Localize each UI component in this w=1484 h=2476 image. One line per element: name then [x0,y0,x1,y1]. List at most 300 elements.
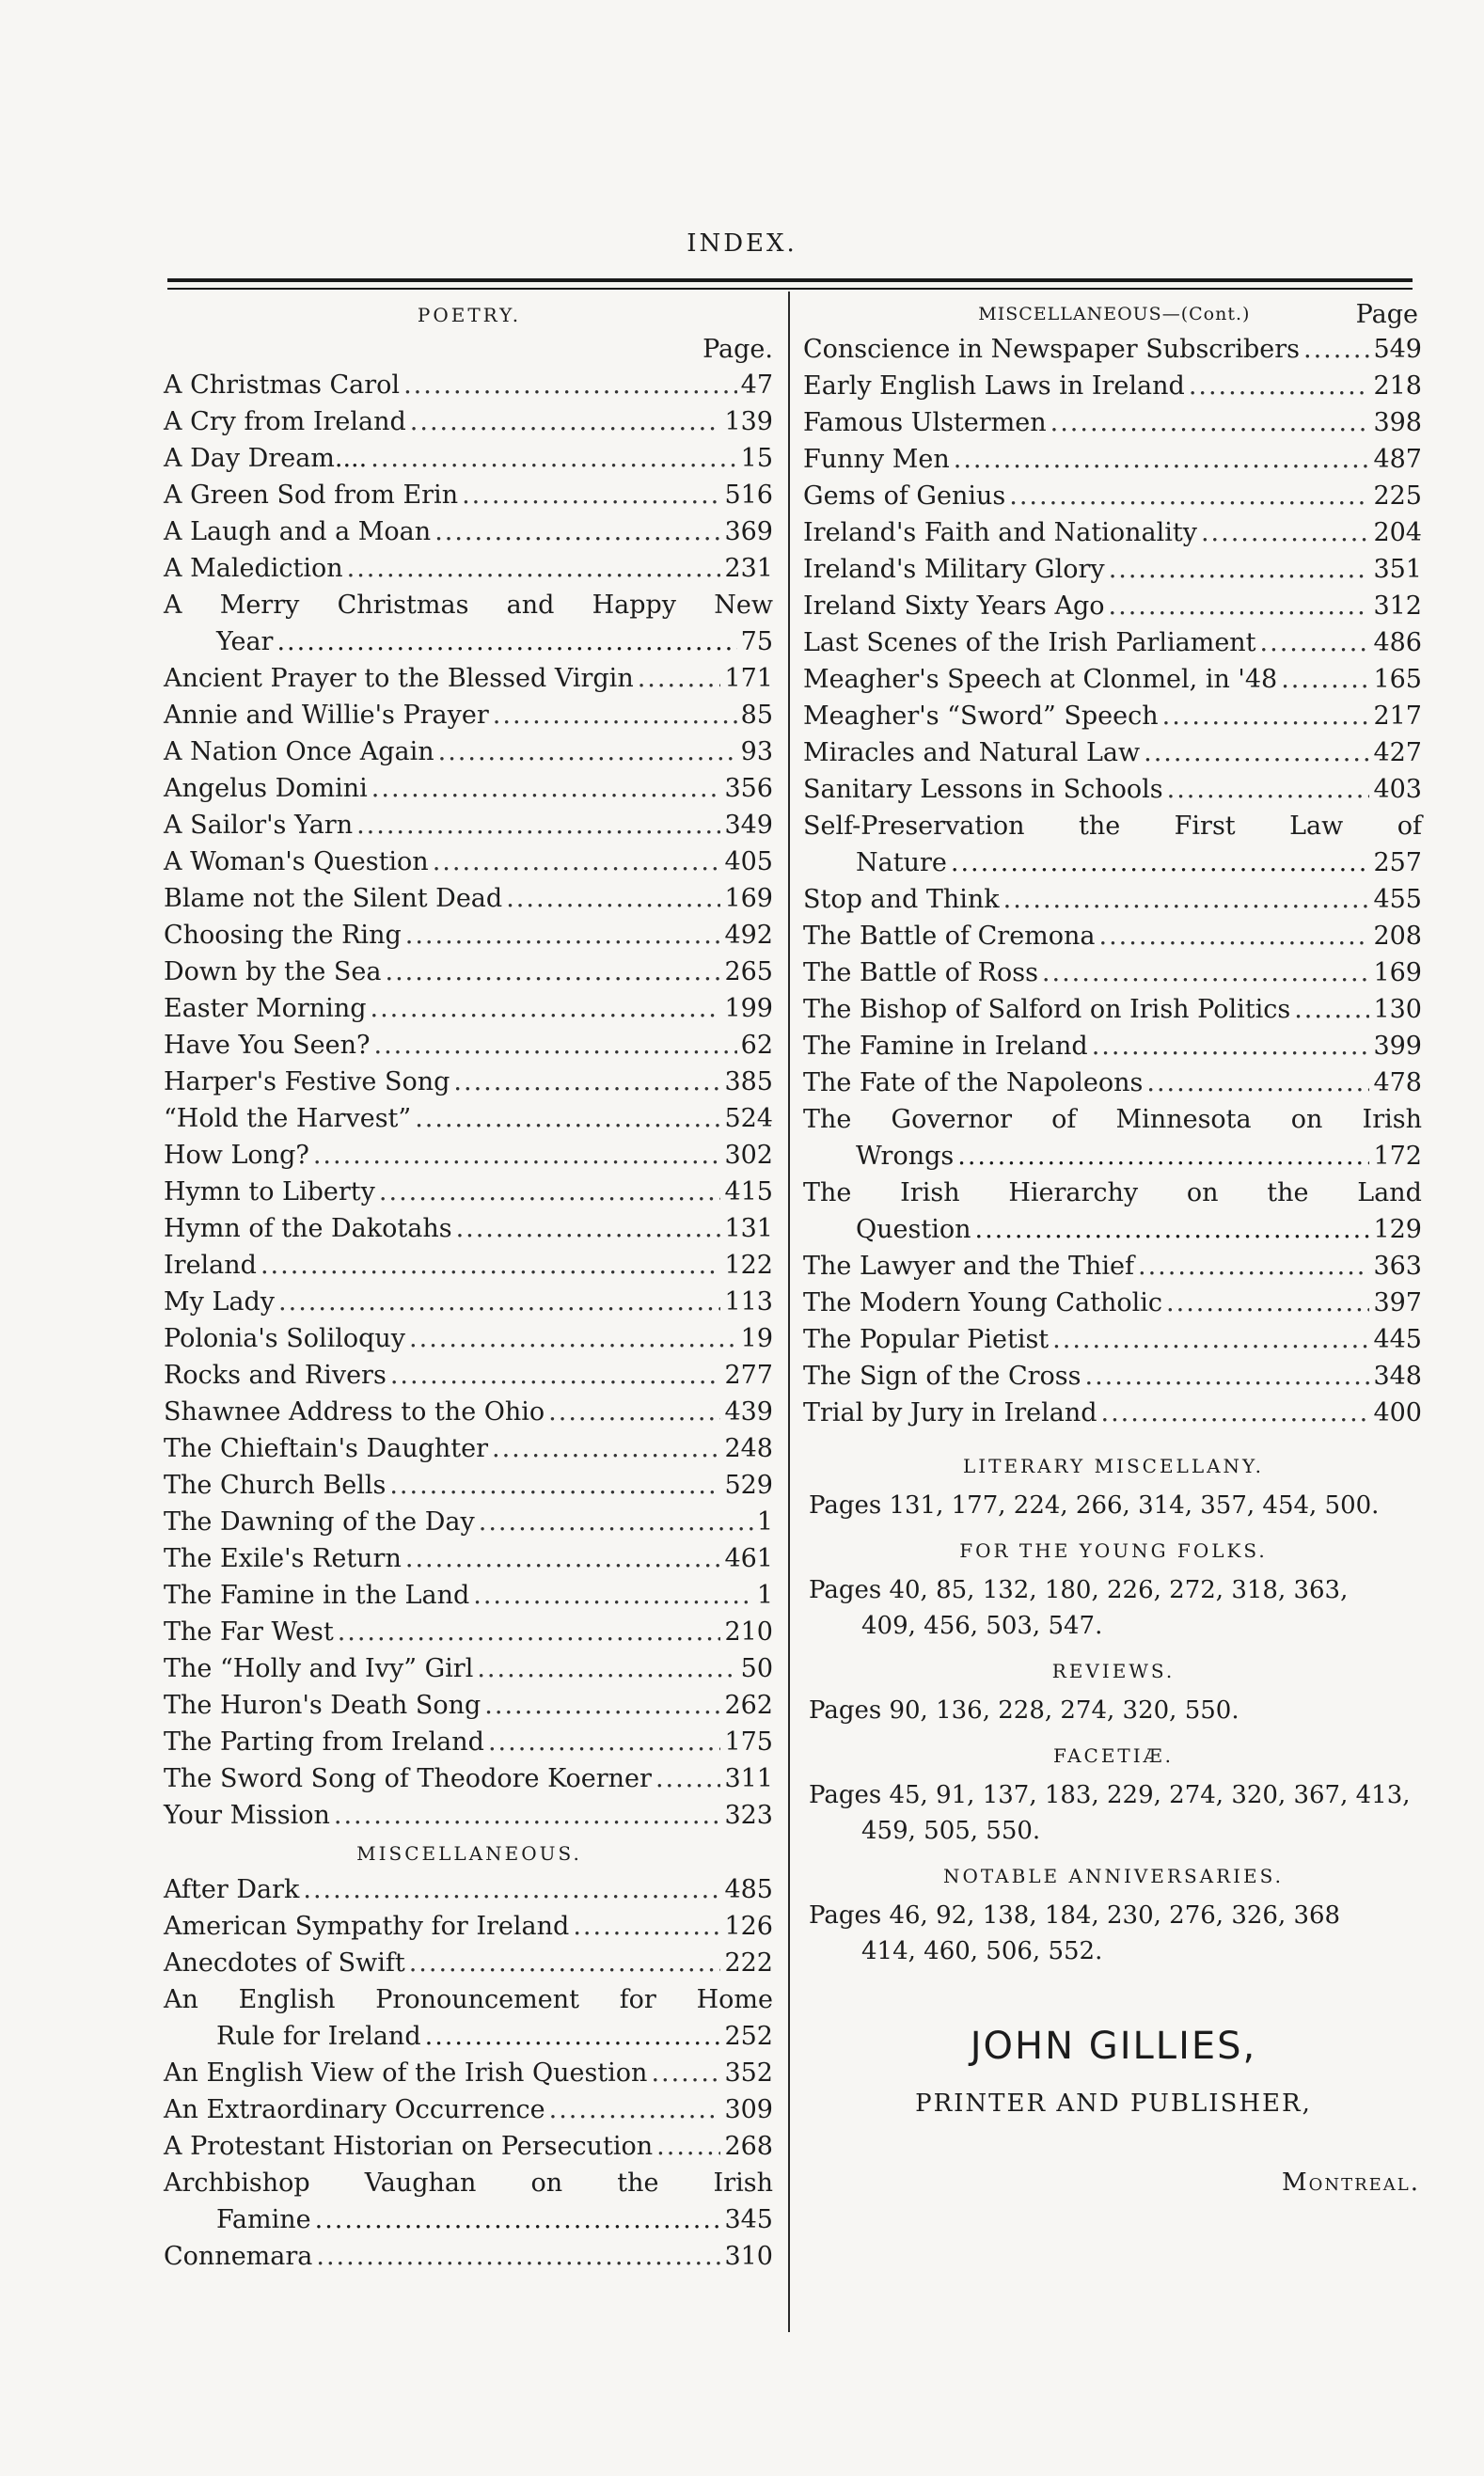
dot-leader [303,1871,720,1908]
entry-page: 122 [724,1251,773,1280]
entry-page: 309 [724,2095,773,2124]
entry-title-word: Irish [1362,1105,1422,1134]
entry-page: 169 [724,884,773,913]
entry-page: 199 [724,994,773,1023]
entry-continuation [803,1138,1422,1175]
index-entry [158,954,781,990]
dot-leader [315,2201,721,2238]
dot-leader [1003,881,1370,918]
entry-title-word: Law [1289,812,1344,841]
dot-leader [573,1908,720,1945]
entry-page: 165 [1373,665,1422,694]
entry-title-word: on [1186,1178,1219,1207]
entry-title-word: of [1397,812,1422,841]
entry-page: 349 [724,811,773,840]
dot-leader [456,1210,721,1247]
index-entry [158,1797,781,1834]
index-entry [158,1247,781,1284]
entry-title: The Church Bells [164,1471,387,1500]
dot-leader [549,2091,721,2128]
dot-leader [356,807,720,844]
entry-title: An Extraordinary Occurrence [164,2095,545,2124]
entry-title-word: on [1290,1105,1323,1134]
entry-title: Polonia's Soliloquy [164,1324,406,1353]
young-folks-pages-line-2: 409, 456, 503, 547. [861,1612,1103,1640]
entry-title: The Huron's Death Song [164,1691,482,1720]
index-entry [797,588,1429,624]
entry-page: 1 [756,1507,773,1537]
entry-title-word: the [1079,812,1121,841]
entry-title-word: Pronouncement [375,1985,579,2014]
entry-title: Meagher's “Sword” Speech [803,702,1159,731]
index-entry [158,697,781,733]
entry-title-word: Archbishop [164,2168,310,2198]
index-entry [797,881,1429,918]
entry-page: 130 [1373,995,1422,1024]
entry-title: Ireland's Faith and Nationality [803,518,1197,547]
index-entry [158,1284,781,1320]
entry-title: Rocks and Rivers [164,1361,387,1390]
header-rule-thin [167,288,1413,290]
entry-page: 252 [724,2022,773,2051]
index-entry [158,1430,781,1467]
dot-leader [453,1064,720,1100]
index-entry [797,1358,1429,1395]
entry-page: 204 [1373,518,1422,547]
entry-continuation [164,2201,773,2238]
index-entry [158,403,781,440]
entry-title-continued: Wrongs [856,1142,955,1171]
entry-title-word: the [617,2168,659,2198]
index-entry [158,770,781,807]
index-entry [158,367,781,403]
entry-continuation [164,2018,773,2055]
entry-title-word: Christmas [337,591,469,620]
entry-title: The Exile's Return [164,1544,402,1573]
dot-leader [479,1504,753,1540]
entry-title: Easter Morning [164,994,367,1023]
entry-title: A Day Dream.... [164,444,368,473]
entry-page: 400 [1373,1398,1422,1427]
entry-title: Angelus Domini [164,774,368,803]
entry-title: A Laugh and a Moan [164,517,432,546]
entry-page: 113 [724,1287,773,1317]
entry-title: Funny Men [803,445,950,474]
dot-leader [954,441,1370,478]
index-entry [158,440,781,477]
entry-page: 529 [724,1471,773,1500]
dot-leader [1294,991,1369,1028]
entry-title: Famous Ulstermen [803,408,1047,437]
entry-page: 427 [1373,738,1422,767]
entry-continuation [164,623,773,660]
entry-page: 356 [724,774,773,803]
entry-title-word: Irish [900,1178,960,1207]
dot-leader [1201,514,1370,551]
entry-title-word: the [1267,1178,1309,1207]
entry-title: A Green Sod from Erin [164,481,459,510]
entry-title: The Popular Pietist [803,1325,1050,1354]
entry-title-word: The [803,1105,852,1134]
entry-title: A Nation Once Again [164,737,434,766]
entry-page: 549 [1373,335,1422,364]
index-entry [158,733,781,770]
entry-title: A Woman's Question [164,847,429,876]
entry-page: 47 [740,371,773,400]
dot-leader [651,2055,720,2091]
dot-leader [1146,1065,1369,1101]
column-divider [788,292,790,2332]
entry-title: The Fate of the Napoleons [803,1068,1144,1097]
misc-cont-heading: MISCELLANEOUS—(Cont.) [978,304,1251,324]
entry-title-word: of [1051,1105,1077,1134]
entry-title: The Dawning of the Day [164,1507,475,1537]
index-entry [158,917,781,954]
entry-title-word: Vaughan [364,2168,477,2198]
entry-page: 369 [724,517,773,546]
index-entry [158,1174,781,1210]
entry-page: 210 [724,1617,773,1647]
entry-title: Stop and Think [803,885,1000,914]
entry-title [803,1175,1422,1211]
entry-page: 385 [724,1067,773,1096]
index-entry [158,1614,781,1650]
index-entry [158,1100,781,1137]
index-entry [797,1248,1429,1285]
entry-page: 139 [724,407,773,436]
entry-page: 363 [1373,1252,1422,1281]
dot-leader [433,844,721,880]
index-entry [797,331,1429,368]
miscellaneous-list [158,1871,781,2275]
entry-title-word: First [1174,812,1236,841]
entry-title: A Malediction [164,554,343,583]
entry-title: Choosing the Ring [164,921,402,950]
poetry-page-label: Page. [703,335,773,364]
entry-title: The Battle of Cremona [803,922,1096,951]
entry-page: 352 [724,2058,773,2088]
entry-page: 1 [756,1581,773,1610]
dot-leader [385,954,720,990]
poetry-heading: POETRY. [417,304,522,326]
entry-title: Ireland's Military Glory [803,555,1105,584]
dot-leader [951,844,1370,881]
dot-leader [1303,331,1369,368]
dot-leader [484,1687,720,1724]
dot-leader [425,2018,721,2055]
entry-title: A Sailor's Yarn [164,811,354,840]
index-entry [158,1724,781,1760]
entry-page: 524 [724,1104,773,1133]
misc-cont-header [797,297,1429,331]
publisher-city: Montreal. [1281,2168,1420,2197]
anniversaries-pages [797,1898,1429,1969]
entry-title: The Lawyer and the Thief [803,1252,1134,1281]
entry-title: Gems of Genius [803,481,1006,511]
entry-page: 222 [724,1948,773,1978]
index-entry [797,734,1429,771]
dot-leader [492,1430,720,1467]
index-entry [158,1577,781,1614]
entry-title: Harper's Festive Song [164,1067,450,1096]
dot-leader [1101,1395,1370,1431]
entry-title: Ireland Sixty Years Ago [803,591,1105,621]
page-title: INDEX. [687,229,797,258]
dot-leader [1162,698,1370,734]
entry-page: 399 [1373,1032,1422,1061]
index-entry [158,477,781,513]
index-entry [158,1540,781,1577]
entry-page: 15 [740,444,773,473]
dot-leader [403,367,737,403]
young-folks-pages [797,1572,1429,1644]
entry-title: After Dark [164,1875,300,1904]
index-entry [158,880,781,917]
entry-title: Ireland [164,1251,257,1280]
index-entry [797,478,1429,514]
entry-title: Early English Laws in Ireland [803,371,1185,401]
index-entry [797,624,1429,661]
index-entry [797,991,1429,1028]
entry-title-word: Merry [219,591,300,620]
entry-title-word: Irish [713,2168,773,2198]
dot-leader [1166,1285,1369,1321]
entry-page: 257 [1373,848,1422,877]
entry-page: 403 [1373,775,1422,804]
index-entry [797,698,1429,734]
entry-page: 225 [1373,481,1422,511]
index-entry [158,1908,781,1945]
index-entry [158,2165,781,2238]
literary-heading: LITERARY MISCELLANY. [962,1455,1265,1477]
facetiae-pages-line-1: Pages 45, 91, 137, 183, 229, 274, 320, 367, 413, [809,1781,1411,1809]
entry-page: 492 [724,921,773,950]
dot-leader [278,1284,720,1320]
entry-title [164,1981,773,2018]
index-entry [158,1210,781,1247]
index-entry [158,513,781,550]
entry-page: 397 [1373,1288,1422,1317]
index-entry [158,2055,781,2091]
dot-leader [415,1100,720,1137]
entry-continuation [803,1211,1422,1248]
misc-cont-list [797,331,1429,1431]
dot-leader [347,550,721,587]
index-entry [158,1394,781,1430]
entry-page: 398 [1373,408,1422,437]
dot-leader [410,403,721,440]
dot-leader [1042,954,1370,991]
index-entry [158,1650,781,1687]
entry-title-continued: Rule for Ireland [216,2022,421,2051]
entry-title-continued: Famine [216,2205,311,2234]
dot-leader [473,1577,753,1614]
entry-page: 485 [724,1875,773,1904]
dot-leader [334,1797,721,1834]
index-entry [797,514,1429,551]
dot-leader [1138,1248,1369,1285]
dot-leader [373,1027,736,1064]
dot-leader [276,623,736,660]
entry-page: 268 [724,2132,773,2161]
index-entry [158,844,781,880]
entry-title [803,1101,1422,1138]
entry-title-word: Land [1357,1178,1422,1207]
entry-title: The Far West [164,1617,334,1647]
entry-page: 218 [1373,371,1422,401]
entry-title-continued: Year [216,627,274,656]
entry-title: Trial by Jury in Ireland [803,1398,1097,1427]
dot-leader [389,1467,720,1504]
facetiae-pages [797,1777,1429,1849]
entry-page: 169 [1373,958,1422,987]
entry-page: 262 [724,1691,773,1720]
entry-page: 302 [724,1141,773,1170]
dot-leader [493,697,737,733]
dot-leader [313,1137,721,1174]
index-entry [158,1064,781,1100]
index-entry [158,1687,781,1724]
index-entry [797,1285,1429,1321]
entry-title-word: and [506,591,555,620]
entry-title: Ancient Prayer to the Blessed Virgin [164,664,634,693]
entry-title: The Famine in the Land [164,1581,470,1610]
index-entry [158,660,781,697]
index-entry [158,1504,781,1540]
entry-page: 351 [1373,555,1422,584]
entry-page: 311 [724,1764,773,1793]
entry-page: 172 [1373,1142,1422,1171]
entry-title-word: Happy [592,591,677,620]
dot-leader [409,1320,737,1357]
right-column [797,297,1429,2197]
entry-continuation [803,844,1422,881]
facetiae-pages-line-2: 459, 505, 550. [861,1817,1041,1845]
dot-leader [1109,588,1370,624]
dot-leader [1260,624,1370,661]
entry-title: The Chieftain's Daughter [164,1434,488,1463]
index-entry [158,1760,781,1797]
entry-title-word: Self-Preservation [803,812,1025,841]
entry-title: An English View of the Irish Question [164,2058,648,2088]
misc-cont-page-label: Page [1355,299,1418,329]
entry-title: Annie and Willie's Prayer [164,701,489,730]
entry-title: Shawnee Address to the Ohio [164,1397,545,1427]
entry-title: A Cry from Ireland [164,407,406,436]
entry-page: 131 [724,1214,773,1243]
publisher-role: PRINTER AND PUBLISHER, [915,2090,1312,2118]
young-folks-pages-line-1: Pages 40, 85, 132, 180, 226, 272, 318, 363, [809,1576,1349,1604]
index-entry [797,368,1429,404]
dot-leader [260,1247,720,1284]
entry-page: 486 [1373,628,1422,657]
index-entry [158,807,781,844]
dot-leader [506,880,720,917]
entry-title [803,808,1422,844]
entry-page: 312 [1373,591,1422,621]
entry-page: 129 [1373,1215,1422,1244]
reviews-heading: REVIEWS. [1051,1660,1176,1682]
entry-title: Blame not the Silent Dead [164,884,503,913]
poetry-list [158,367,781,1834]
entry-title-word: Minnesota [1115,1105,1252,1134]
entry-page: 75 [740,627,773,656]
young-folks-heading: FOR THE YOUNG FOLKS. [959,1539,1268,1562]
anniversaries-pages-line-2: 414, 460, 506, 552. [861,1937,1103,1965]
dot-leader [548,1394,720,1430]
entry-title-word: for [619,1985,656,2014]
dot-leader [409,1945,721,1981]
entry-title: Connemara [164,2242,313,2271]
entry-title: Down by the Sea [164,957,382,986]
entry-title-word: English [238,1985,336,2014]
dot-leader [638,660,721,697]
literary-pages-line: Pages 131, 177, 224, 266, 314, 357, 454, 500. [809,1491,1380,1520]
entry-page: 171 [724,664,773,693]
dot-leader [1167,771,1370,808]
left-column [158,297,781,2275]
entry-title: “Hold the Harvest” [164,1104,412,1133]
index-entry [797,1028,1429,1065]
entry-title: The Modern Young Catholic [803,1288,1163,1317]
entry-page: 455 [1373,885,1422,914]
entry-page: 19 [740,1324,773,1353]
index-entry [797,1065,1429,1101]
entry-page: 50 [740,1654,773,1683]
index-entry [158,2128,781,2165]
index-entry [797,441,1429,478]
index-entry [158,1945,781,1981]
entry-title: How Long? [164,1141,309,1170]
entry-title: Hymn of the Dakotahs [164,1214,452,1243]
entry-title: Miracles and Natural Law [803,738,1141,767]
dot-leader [338,1614,721,1650]
entry-title: The Battle of Ross [803,958,1038,987]
entry-page: 62 [740,1031,773,1060]
reviews-pages [797,1693,1429,1728]
entry-page: 461 [724,1544,773,1573]
entry-title: Conscience in Newspaper Subscribers [803,335,1300,364]
reviews-pages-line: Pages 90, 136, 228, 274, 320, 550. [809,1696,1239,1725]
entry-page: 217 [1373,702,1422,731]
dot-leader [477,1650,736,1687]
entry-page: 265 [724,957,773,986]
entry-title-word: A [164,591,182,620]
entry-page: 277 [724,1361,773,1390]
entry-page: 348 [1373,1362,1422,1391]
dot-leader [1050,404,1370,441]
index-entry [797,661,1429,698]
entry-title: The Famine in Ireland [803,1032,1088,1061]
index-entry [158,1137,781,1174]
entry-title: The Sword Song of Theodore Koerner [164,1764,652,1793]
header-rule-thick [167,278,1413,282]
dot-leader [371,990,721,1027]
entry-page: 445 [1373,1325,1422,1354]
index-entry [158,1467,781,1504]
entry-page: 126 [724,1912,773,1941]
entry-page: 405 [724,847,773,876]
entry-title: A Christmas Carol [164,371,401,400]
entry-title: The Bishop of Salford on Irish Politics [803,995,1291,1024]
entry-page: 208 [1373,922,1422,951]
entry-page: 85 [740,701,773,730]
index-entry [158,1027,781,1064]
entry-page: 248 [724,1434,773,1463]
dot-leader [379,1174,721,1210]
entry-page: 175 [724,1727,773,1757]
index-entry [797,918,1429,954]
